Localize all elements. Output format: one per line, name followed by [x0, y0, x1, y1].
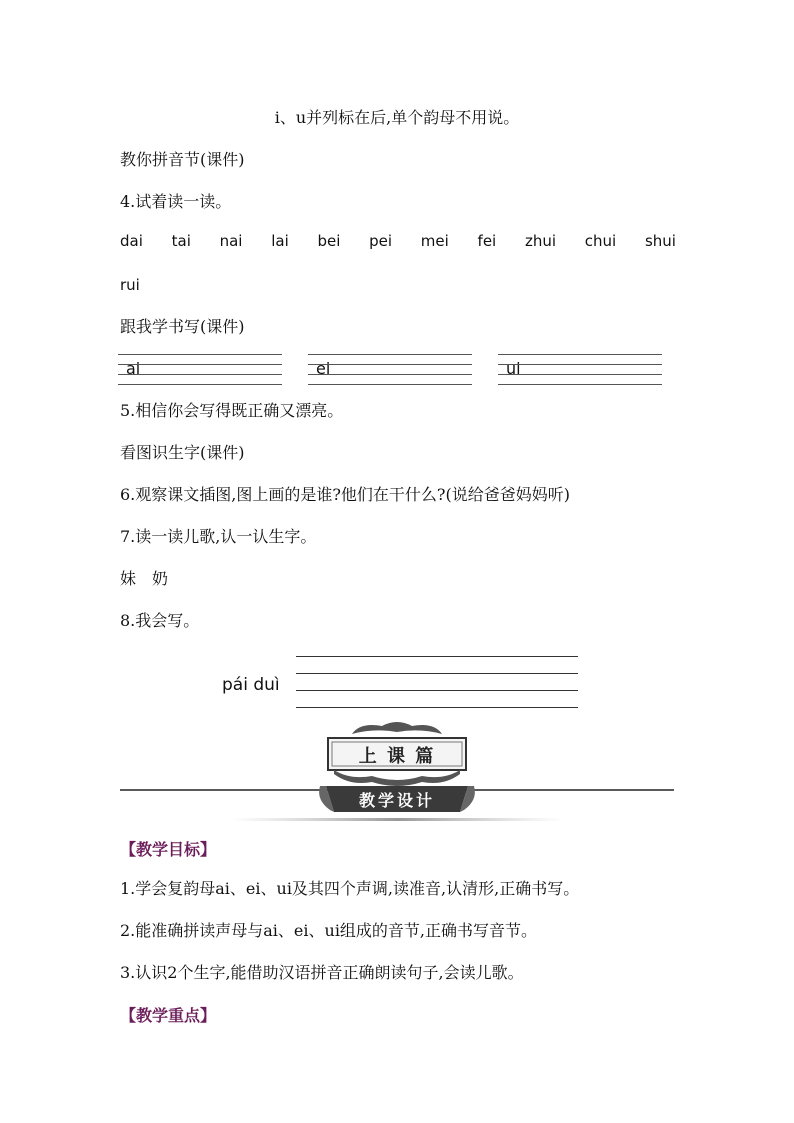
- pinyin-syllable: dai: [120, 232, 143, 250]
- banner-top-label: 上 课 篇: [358, 746, 436, 767]
- goals-heading: 【教学目标】: [120, 840, 217, 859]
- goal-item: 3.认识2个生字,能借助汉语拼音正确朗读句子,会读儿歌。: [120, 963, 524, 982]
- banner-bottom-label: 教学设计: [358, 791, 435, 810]
- courseware-heading-write: 跟我学书写(课件): [120, 317, 245, 336]
- key-points-heading: 【教学重点】: [120, 1006, 217, 1025]
- writing-grid-ui: [498, 354, 662, 384]
- exercise-8-title: 8.我会写。: [120, 611, 200, 630]
- pinyin-syllable: nai: [219, 232, 243, 250]
- exercise-5-title: 5.相信你会写得既正确又漂亮。: [120, 401, 344, 420]
- write-exercise-pinyin: pái duì: [222, 675, 280, 695]
- write-exercise-lines: [296, 656, 578, 710]
- writing-grid-ei: [308, 354, 472, 384]
- courseware-heading-characters: 看图识生字(课件): [120, 443, 245, 462]
- pinyin-syllable-row: [120, 232, 676, 250]
- pinyin-syllable: pei: [369, 232, 393, 250]
- lesson-banner: [120, 720, 674, 825]
- grid-pinyin-label: ei: [316, 359, 331, 378]
- goal-item: 2.能准确拼读声母与ai、ei、ui组成的音节,正确书写音节。: [120, 921, 538, 940]
- courseware-heading-spell: 教你拼音节(课件): [120, 150, 245, 169]
- pinyin-syllable: mei: [420, 232, 449, 250]
- writing-grid-ai: [118, 354, 282, 384]
- pinyin-syllable: fei: [477, 232, 497, 250]
- pinyin-syllable-wrap: rui: [120, 276, 140, 294]
- pinyin-syllable: shui: [644, 232, 676, 250]
- goal-item: 1.学会复韵母ai、ei、ui及其四个声调,读准音,认清形,正确书写。: [120, 879, 580, 898]
- pinyin-syllable: lai: [271, 232, 289, 250]
- exercise-6-title: 6.观察课文插图,图上画的是谁?他们在干什么?(说给爸爸妈妈听): [120, 485, 570, 504]
- pinyin-syllable: bei: [317, 232, 341, 250]
- exercise-4-title: 4.试着读一读。: [120, 192, 232, 211]
- pinyin-syllable: chui: [584, 232, 617, 250]
- pinyin-syllable: zhui: [524, 232, 557, 250]
- pinyin-syllable: tai: [171, 232, 191, 250]
- exercise-7-title: 7.读一读儿歌,认一认生字。: [120, 527, 317, 546]
- grid-pinyin-label: ui: [506, 359, 521, 378]
- rule-text-line: i、u并列标在后,单个韵母不用说。: [274, 108, 520, 127]
- new-characters: 妹 奶: [120, 569, 169, 588]
- grid-pinyin-label: ai: [126, 359, 141, 378]
